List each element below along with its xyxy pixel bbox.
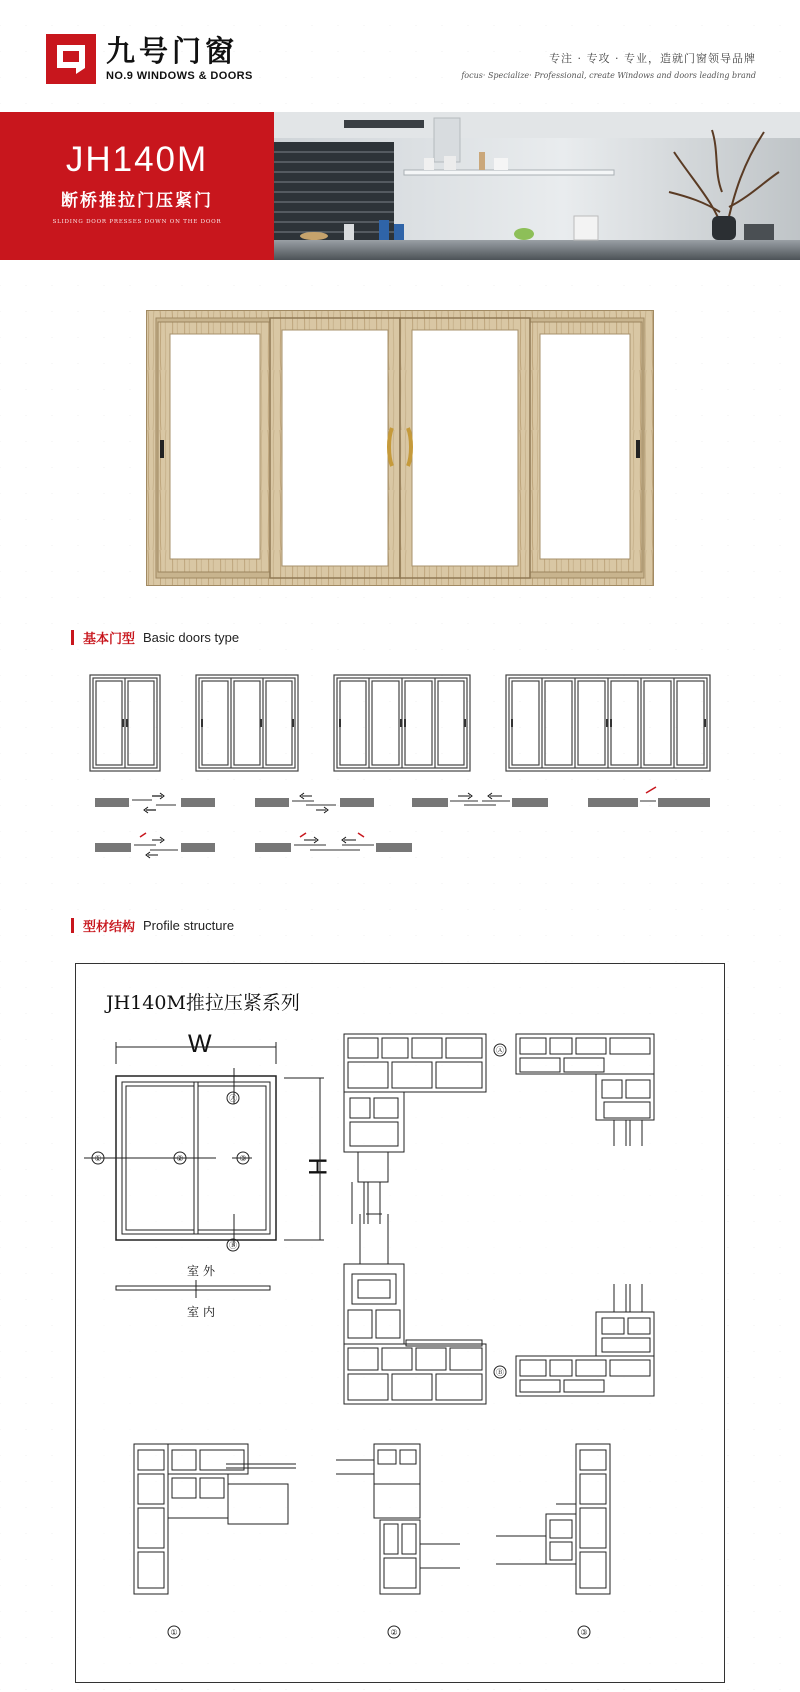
- section-basic-types-cn: 基本门型: [83, 632, 136, 647]
- slogan-cn: 专注 · 专攻 · 专业，造就门窗领导品牌: [549, 52, 756, 65]
- door-type-3-panel: [196, 675, 298, 771]
- inside-label: 室内: [187, 1305, 220, 1319]
- model-title-en: SLIDING DOOR PRESSES DOWN ON THE DOOR: [52, 219, 222, 225]
- drawing-title: JH140M推拉压紧系列: [106, 992, 300, 1014]
- profile-section-b1: [344, 1214, 486, 1404]
- hero-banner: [0, 112, 800, 260]
- kitchen-scene-image: [274, 112, 800, 260]
- door-type-2-panel: [90, 675, 160, 771]
- section-profile-en: Profile structure: [143, 918, 235, 933]
- height-label: H: [304, 1157, 333, 1176]
- section-marker-3: ③: [580, 1628, 588, 1637]
- marker-1: ①: [94, 1154, 102, 1163]
- profile-drawing: [75, 963, 725, 1683]
- profile-section-a1: [344, 1034, 486, 1224]
- section-basic-types: [71, 628, 239, 647]
- section-marker: [71, 918, 74, 933]
- door-type-diagrams: [80, 665, 720, 885]
- slogan-en: focus· Specialize· Professional, create Windows and doors leading brand: [461, 71, 756, 80]
- logo-mark-icon: [46, 34, 96, 84]
- marker-2: ②: [176, 1154, 184, 1163]
- profile-section-1: [134, 1444, 296, 1594]
- section-marker-a: Ⓐ: [496, 1046, 504, 1055]
- profile-section-a2: [516, 1034, 654, 1146]
- brand-name-en: NO.9 WINDOWS & DOORS: [106, 70, 253, 82]
- section-marker: [71, 630, 74, 645]
- kitchen-photo: [274, 112, 800, 260]
- profile-section-b2: [516, 1284, 654, 1396]
- model-title-cn: 断桥推拉门压紧门: [61, 191, 213, 211]
- movement-diagrams: [95, 787, 710, 858]
- profile-drawing-svg: [76, 964, 726, 1684]
- width-label: W: [188, 1030, 212, 1058]
- brand-logo[interactable]: [46, 34, 253, 84]
- marker-b: Ⓑ: [229, 1241, 237, 1250]
- banner-title-block: [0, 112, 274, 260]
- section-marker-2: ②: [390, 1628, 398, 1637]
- section-profile: [71, 916, 234, 935]
- section-profile-cn: 型材结构: [83, 920, 136, 935]
- section-marker-1: ①: [170, 1628, 178, 1637]
- profile-section-2: [336, 1444, 460, 1594]
- header: [0, 0, 800, 112]
- marker-3: ③: [239, 1154, 247, 1163]
- marker-a: Ⓐ: [229, 1094, 237, 1103]
- section-marker-b: Ⓑ: [496, 1368, 504, 1377]
- model-number: JH140M: [65, 140, 209, 179]
- main-door-illustration: [146, 310, 654, 586]
- outside-label: 室外: [187, 1264, 220, 1278]
- section-basic-types-en: Basic doors type: [143, 630, 240, 645]
- brand-name-cn: 九号门窗: [106, 36, 239, 68]
- profile-section-3: [496, 1444, 610, 1594]
- slogan: [461, 50, 756, 80]
